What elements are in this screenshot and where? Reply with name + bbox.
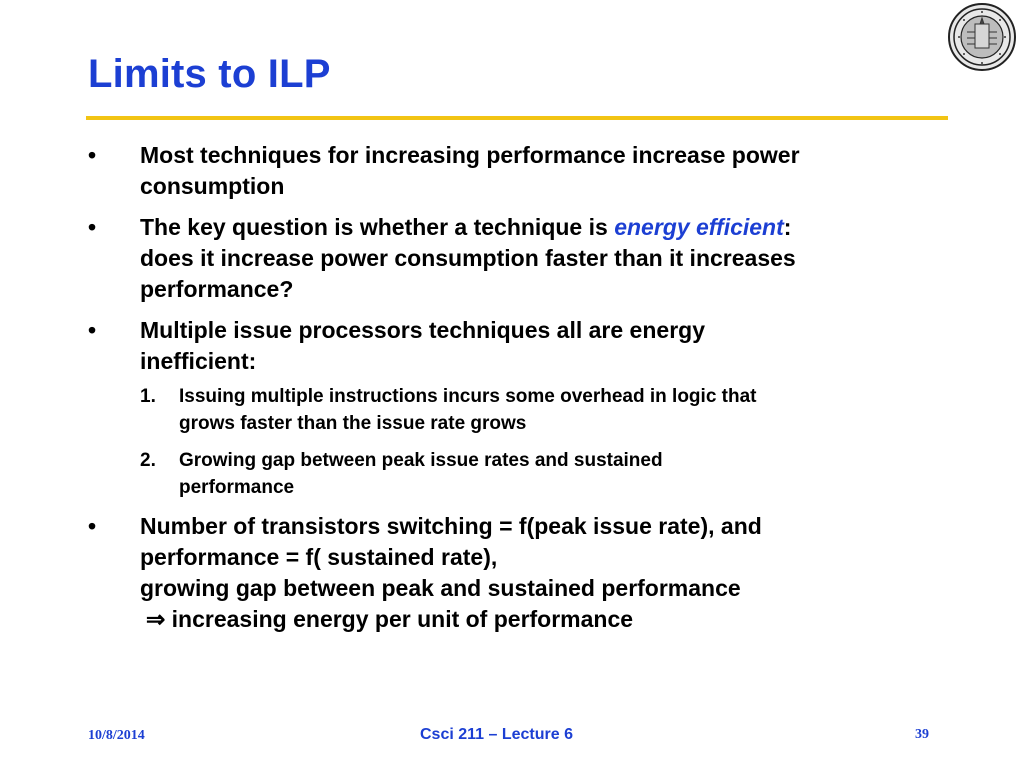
bullet-marker: • bbox=[88, 513, 97, 539]
footer-date: 10/8/2014 bbox=[88, 728, 145, 743]
item-number: 1. bbox=[140, 386, 156, 407]
bullet-line: does it increase power consumption faster than it increases bbox=[140, 245, 796, 271]
item-number: 2. bbox=[140, 450, 156, 471]
bullet-marker: • bbox=[88, 317, 97, 343]
page-number: 39 bbox=[915, 727, 929, 742]
bullet-line: consumption bbox=[140, 173, 285, 199]
implication-line: ⇒ increasing energy per unit of performance bbox=[146, 606, 634, 632]
numbered-item-line: Issuing multiple instructions incurs some overhead in logic that bbox=[179, 386, 757, 407]
bullet-item bbox=[80, 511, 980, 635]
bullet-text bbox=[140, 140, 970, 202]
numbered-item-text bbox=[179, 447, 969, 501]
numbered-item bbox=[140, 447, 980, 501]
numbered-item-line: Growing gap between peak issue rates and sustained bbox=[179, 450, 663, 471]
bullet-marker: • bbox=[88, 142, 97, 168]
bullet-line: Multiple issue processors techniques all are energy bbox=[140, 317, 705, 343]
bullet-line: Most techniques for increasing performance increase power bbox=[140, 142, 800, 168]
numbered-item bbox=[140, 383, 980, 437]
bullet-text bbox=[140, 315, 970, 377]
bullet-line: inefficient: bbox=[140, 348, 257, 374]
bullet-line: performance = f( sustained rate), bbox=[140, 544, 498, 570]
footer-course: Csci 211 – Lecture 6 bbox=[420, 726, 573, 743]
bullet-text bbox=[140, 511, 970, 635]
university-seal-logo bbox=[945, 2, 1019, 72]
title-divider bbox=[86, 116, 948, 120]
bullet-text-post: : bbox=[783, 214, 792, 240]
bullet-line: performance? bbox=[140, 276, 294, 302]
numbered-item-text bbox=[179, 383, 969, 437]
bullet-line bbox=[140, 212, 970, 243]
numbered-item-line: performance bbox=[179, 477, 295, 498]
bullet-text bbox=[140, 212, 970, 305]
bullet-item bbox=[80, 140, 980, 202]
slide-body bbox=[80, 140, 980, 635]
bullet-line: growing gap between peak and sustained performance bbox=[140, 575, 741, 601]
bullet-item bbox=[80, 212, 980, 305]
bullet-item bbox=[80, 315, 980, 501]
numbered-item-line: grows faster than the issue rate grows bbox=[179, 413, 527, 434]
bullet-marker: • bbox=[88, 214, 97, 240]
emphasis-text: energy efficient bbox=[614, 214, 784, 240]
bullet-text-pre: The key question is whether a technique is bbox=[140, 214, 615, 240]
numbered-sublist bbox=[140, 383, 980, 501]
slide-title: Limits to ILP bbox=[88, 52, 331, 96]
bullet-line: Number of transistors switching = f(peak issue rate), and bbox=[140, 513, 762, 539]
